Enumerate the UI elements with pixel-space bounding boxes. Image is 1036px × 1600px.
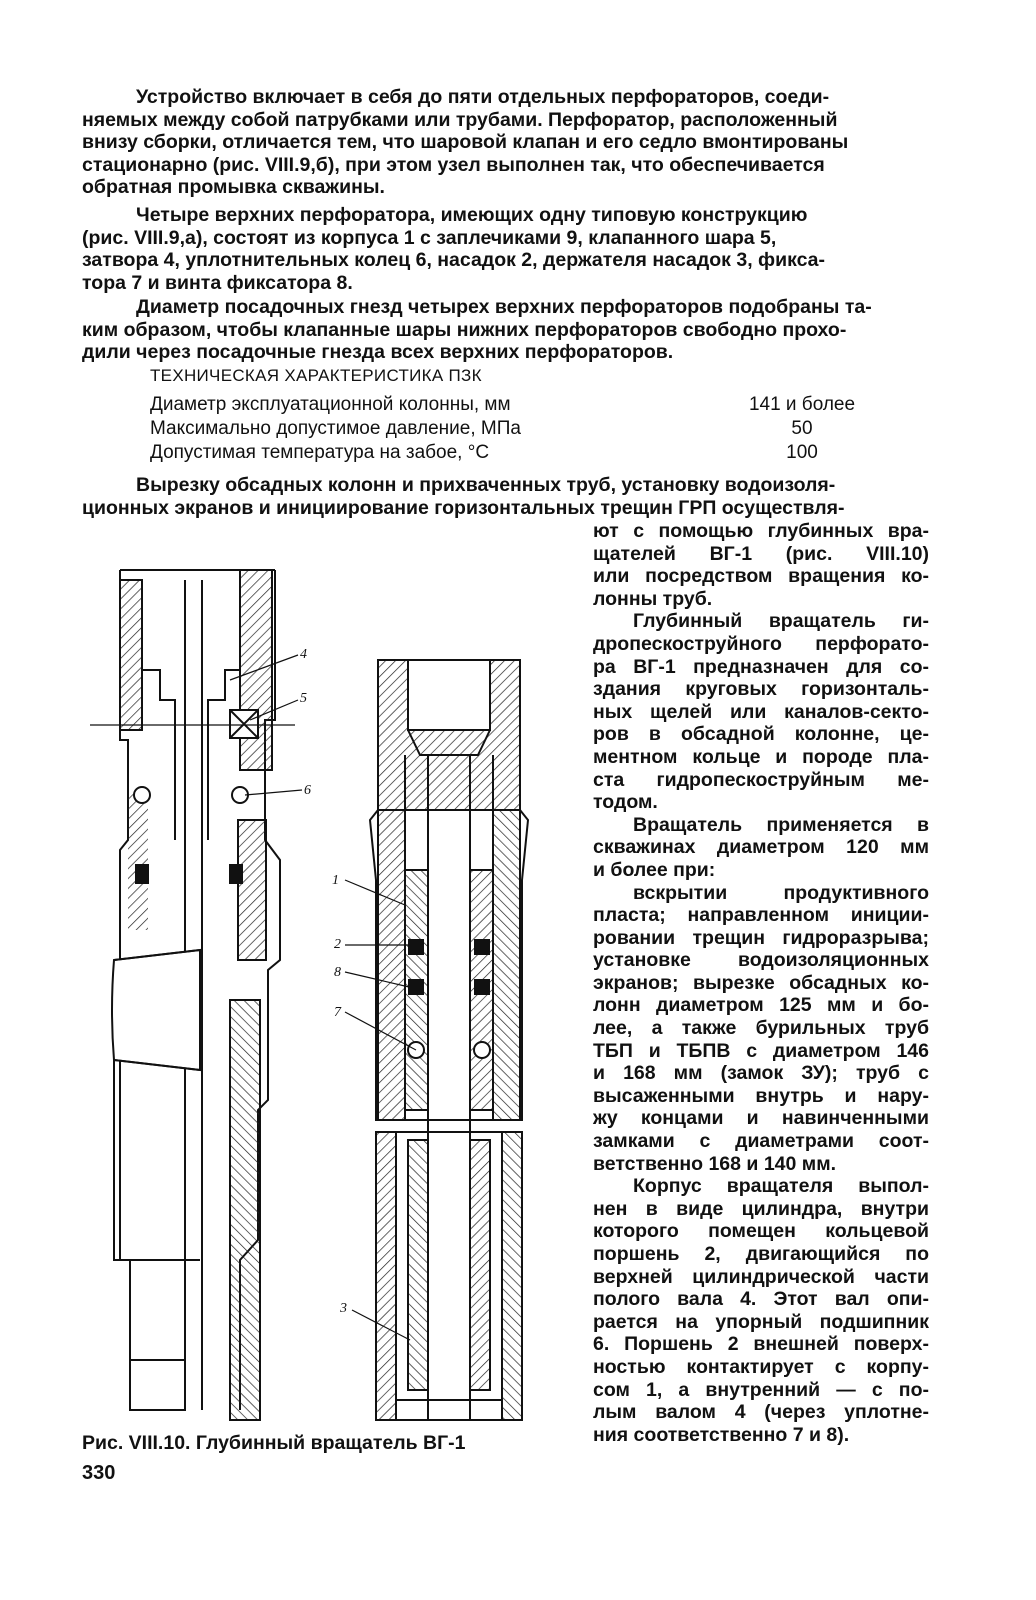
text-line: Диаметр посадочных гнезд четырех верхних перфораторов подобраны та- [136, 296, 872, 318]
paragraph-3 [82, 296, 934, 364]
right-drawing [345, 660, 528, 1420]
text-line: Корпус вращателя выпол- [633, 1175, 929, 1198]
text-line: дили через посадочные гнезда всех верхних перфораторов. [82, 341, 674, 364]
text-line: ционных экранов и инициирование горизонтальных трещин ГРП осуществля- [82, 496, 845, 519]
text-line: ностью контактирует с корпу- [593, 1355, 929, 1378]
text-line: высаженными внутрь и нару- [593, 1084, 929, 1107]
text-line: рается на упорный подшипник [593, 1310, 929, 1333]
text-line: Четыре верхних перфоратора, имеющих одну типовую конструкцию [136, 204, 808, 226]
text-line: и 168 мм (замок ЗУ); труб с [593, 1062, 929, 1085]
text-line: и более при: [593, 858, 716, 881]
callout-5: 5 [300, 691, 307, 706]
left-drawing [90, 570, 302, 1420]
text-line: обратная промывка скважины. [82, 176, 385, 199]
text-line: ровании трещин гидроразрыва; [593, 926, 929, 949]
text-line: ния соответственно 7 и 8). [593, 1423, 850, 1446]
callout-2: 2 [334, 937, 341, 952]
text-line: няемых между собой патрубками или трубами. Перфоратор, расположенный [82, 108, 838, 131]
figure-caption: Рис. VIII.10. Глубинный вращатель ВГ-1 [82, 1432, 466, 1454]
text-line: затвора 4, уплотнительных колец 6, насадок 2, держателя насадок 3, фикса- [82, 249, 826, 272]
text-line: скважинах диаметром 120 мм [593, 836, 929, 859]
text-line: замками с диаметрами соот- [593, 1130, 929, 1153]
text-line: Глубинный вращатель ги- [633, 610, 929, 633]
text-line: здания круговых горизонталь- [593, 678, 929, 701]
text-line: ветственно 168 и 140 мм. [593, 1152, 837, 1175]
text-line: внизу сборки, отличается тем, что шаровой клапан и его седло вмонтированы [82, 131, 849, 154]
text-line: ра ВГ-1 предназначен для со- [593, 655, 929, 678]
callout-3: 3 [340, 1301, 347, 1316]
text-line: щателей ВГ-1 (рис. VIII.10) [593, 542, 929, 565]
text-line: которого помещен кольцевой [593, 1220, 929, 1243]
paragraph-wide [82, 474, 934, 519]
text-line: установке водоизоляционных [593, 949, 929, 972]
figure-vg1-rotator [90, 540, 570, 1430]
callout-7: 7 [334, 1005, 341, 1020]
spec-label: Диаметр эксплуатационной колонны, мм [150, 394, 511, 415]
spec-row [150, 418, 870, 442]
spec-row [150, 442, 870, 466]
text-line: стационарно (рис. VIII.9,б), при этом узел выполнен так, что обеспечивается [82, 153, 825, 176]
text-line: ных щелей или каналов-секто- [593, 700, 929, 723]
text-line: (рис. VIII.9,а), состоят из корпуса 1 с заплечиками 9, клапанного шара 5, [82, 226, 777, 249]
text-line: ста гидропескоструйным ме- [593, 768, 929, 791]
spec-value: 100 [786, 442, 818, 463]
spec-row [150, 394, 870, 418]
text-line: лым валом 4 (через уплотне- [593, 1401, 929, 1424]
text-line: сом 1, а внутренний — с по- [593, 1378, 929, 1401]
text-line: лонн диаметром 125 мм и бо- [593, 994, 929, 1017]
text-line: лее, а также бурильных труб [593, 1017, 929, 1040]
text-line: Вращатель применяется в [633, 813, 929, 836]
right-column-text [593, 520, 929, 1446]
text-line: ют с помощью глубинных вра- [593, 520, 929, 542]
callout-4: 4 [300, 647, 307, 662]
text-line: экранов; вырезке обсадных ко- [593, 971, 929, 994]
text-line: поршень 2, двигающийся по [593, 1243, 929, 1265]
callout-1: 1 [332, 873, 339, 888]
text-line: дропескоструйного перфорато- [593, 632, 929, 655]
text-line: 6. Поршень 2 внешней поверх- [593, 1333, 929, 1356]
spec-title: ТЕХНИЧЕСКАЯ ХАРАКТЕРИСТИКА ПЗК [150, 366, 482, 385]
text-line: Устройство включает в себя до пяти отдельных перфораторов, соеди- [136, 86, 830, 108]
text-line: вскрытии продуктивного [633, 881, 929, 904]
callout-8: 8 [334, 965, 341, 980]
spec-value: 50 [791, 418, 813, 439]
spec-value: 141 и более [748, 394, 856, 415]
paragraph-2 [82, 204, 934, 294]
callout-6: 6 [304, 783, 311, 798]
spec-label: Допустимая температура на забое, °С [150, 442, 490, 463]
text-line: лонны труб. [593, 587, 713, 610]
text-line: ментном кольце и породе пла- [593, 745, 929, 768]
text-line: верхней цилиндрической части [593, 1265, 929, 1288]
paragraph-1 [82, 86, 934, 199]
text-line: жу концами и навинченными [593, 1107, 929, 1130]
text-line: нен в виде цилиндра, внутри [593, 1197, 929, 1220]
text-line: или посредством вращения ко- [593, 565, 929, 588]
text-line: пласта; направленном иниции- [593, 904, 929, 927]
text-line: ров в обсадной колонне, це- [593, 723, 929, 746]
text-line: тора 7 и винта фиксатора 8. [82, 271, 353, 294]
text-line: ким образом, чтобы клапанные шары нижних перфораторов свободно прохо- [82, 318, 847, 341]
text-line: ТБП и ТБПВ с диаметром 146 [593, 1039, 929, 1062]
spec-label: Максимально допустимое давление, МПа [150, 418, 521, 439]
text-line: тодом. [593, 791, 658, 814]
page-number: 330 [82, 1462, 116, 1484]
text-line: Вырезку обсадных колонн и прихваченных труб, установку водоизоля- [136, 474, 836, 496]
text-line: полого вала 4. Этот вал опи- [593, 1288, 929, 1311]
